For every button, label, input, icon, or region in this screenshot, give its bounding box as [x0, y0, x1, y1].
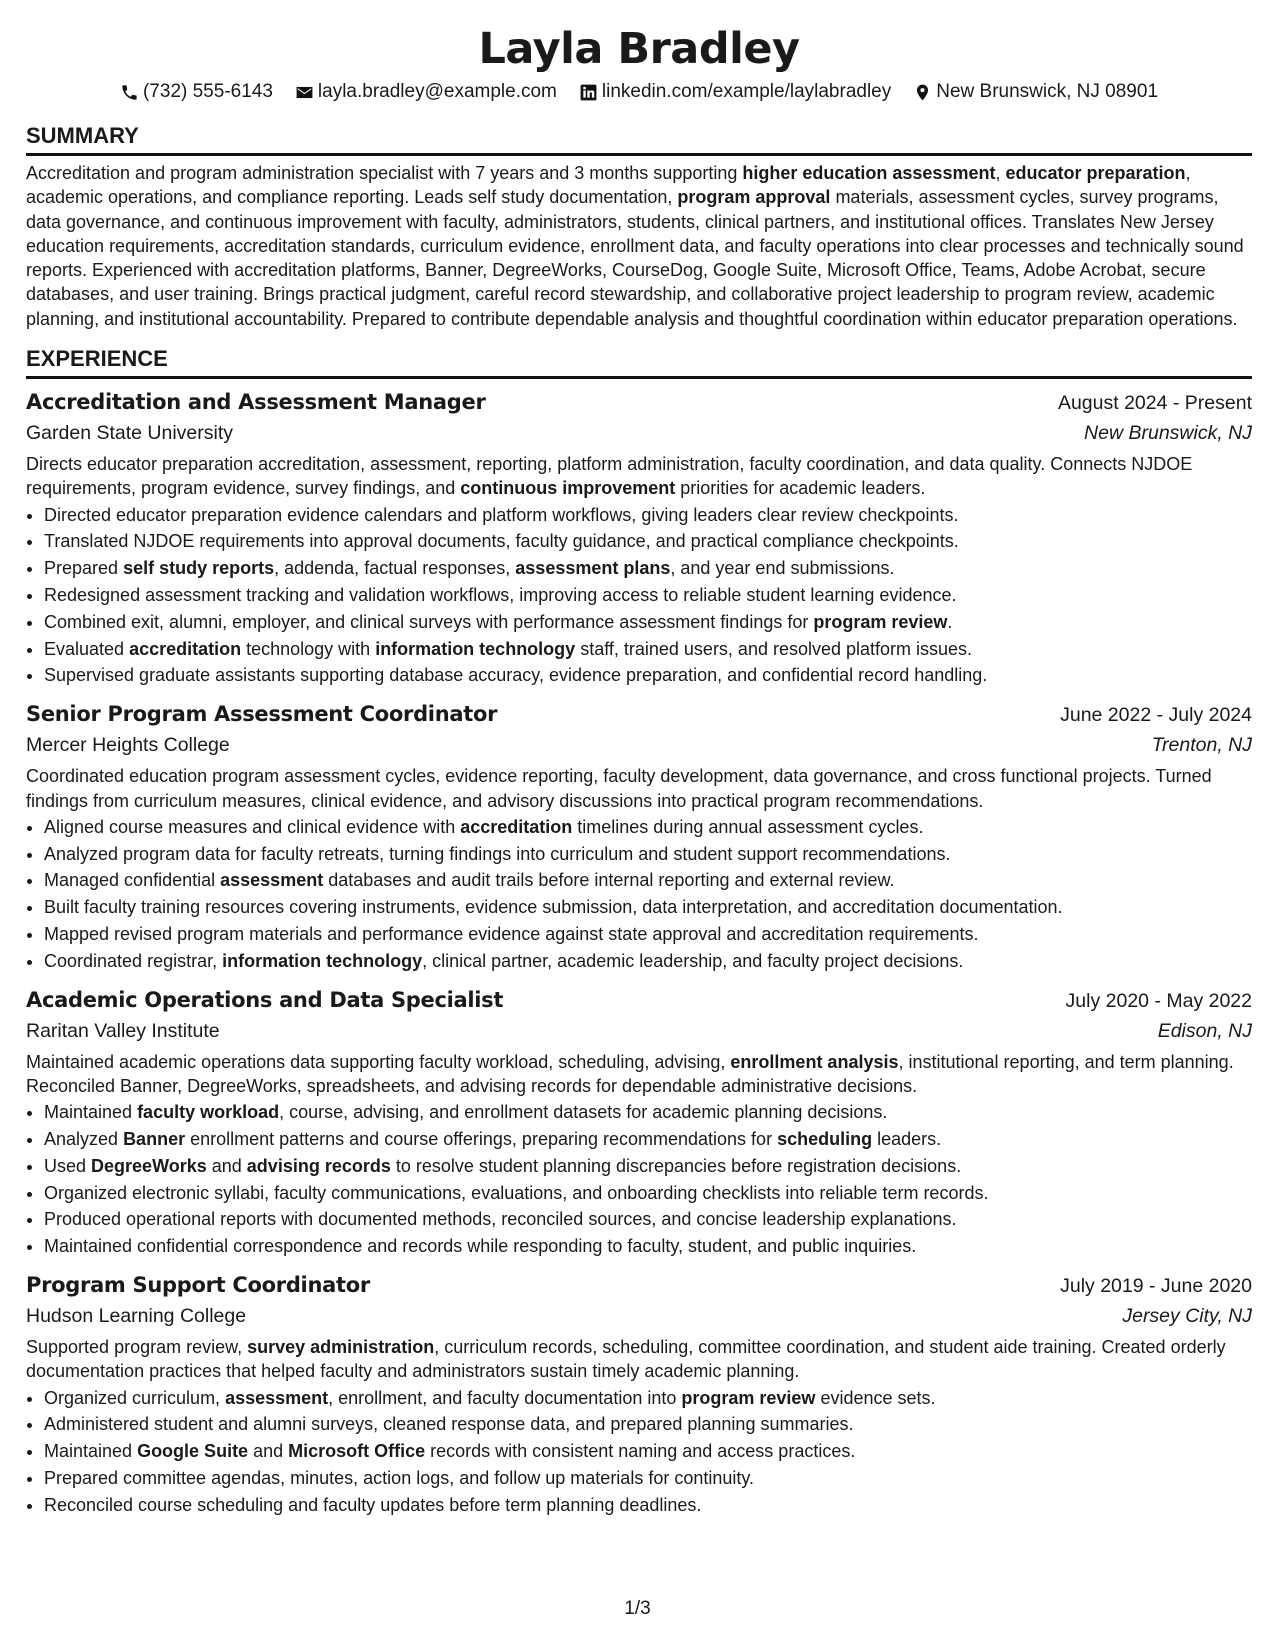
- job-bullets: [26, 502, 1252, 690]
- bullet-item: • Mapped revised program materials and performance evidence against state approval and accreditation requirements.: [44, 921, 1252, 948]
- job-company: Raritan Valley Institute: [26, 1019, 220, 1042]
- bullet-item: • Maintained confidential correspondence and records while responding to faculty, student, and public inquiries.: [44, 1233, 1252, 1260]
- bullet-item: • Maintained Google Suite and Microsoft Office records with consistent naming and access practices.: [44, 1438, 1252, 1465]
- contact-location: [913, 79, 1158, 105]
- bullet-item: • Prepared committee agendas, minutes, action logs, and follow up materials for continuity.: [44, 1465, 1252, 1492]
- summary-text: Accreditation and program administration specialist with 7 years and 3 months supporting higher education assessment, educator preparation, academic operations, and compliance reporting. Leads self study documentation, program approval materials, assessment cycles, survey programs, data governance, and continuous improvement with faculty, administrators, students, clinical partners, and institutional offices. Translates New Jersey education requirements, accreditation standards, curriculum evidence, enrollment data, and faculty operations into clear processes and technically sound reports. Experienced with accreditation platforms, Banner, DegreeWorks, CourseDog, Google Suite, Microsoft Office, Teams, Adobe Acrobat, secure databases, and user training. Brings practical judgment, careful record stewardship, and collaborative project leadership to program review, academic planning, and institutional accountability. Prepared to contribute dependable analysis and thoughtful coordination within educator preparation operations.: [26, 163, 1244, 329]
- job-bullets: [26, 1099, 1252, 1260]
- resume-page: [26, 0, 1252, 1519]
- envelope-icon: [295, 83, 314, 102]
- job-bullets: [26, 814, 1252, 975]
- bullet-item: • Produced operational reports with documented methods, reconciled sources, and concise leadership explanations.: [44, 1206, 1252, 1233]
- bullet-item: • Evaluated accreditation technology with information technology staff, trained users, and resolved platform issues.: [44, 636, 1252, 663]
- job-location: Edison, NJ: [1157, 1019, 1252, 1042]
- bullet-item: • Translated NJDOE requirements into approval documents, faculty guidance, and practical compliance checkpoints.: [44, 528, 1252, 555]
- bullet-item: • Aligned course measures and clinical evidence with accreditation timelines during annual assessment cycles.: [44, 814, 1252, 841]
- job-title: Accreditation and Assessment Manager: [26, 390, 486, 415]
- job-title: Program Support Coordinator: [26, 1273, 370, 1297]
- contact-linkedin: [579, 79, 891, 105]
- bullet-item: • Redesigned assessment tracking and validation workflows, improving access to reliable student learning evidence.: [44, 582, 1252, 609]
- job-dates: July 2020 - May 2022: [1065, 989, 1252, 1012]
- bullet-item: • Administered student and alumni surveys, cleaned response data, and prepared planning summaries.: [44, 1411, 1252, 1438]
- email-link[interactable]: layla.bradley@example.com: [317, 81, 557, 102]
- bullet-item: • Reconciled course scheduling and faculty updates before term planning deadlines.: [44, 1492, 1252, 1519]
- bullet-item: • Coordinated registrar, information technology, clinical partner, academic leadership, and faculty project decisions.: [44, 948, 1252, 975]
- experience-heading: EXPERIENCE: [26, 345, 1252, 379]
- job-location: Trenton, NJ: [1151, 734, 1252, 757]
- phone-text[interactable]: (732) 555-6143: [142, 81, 273, 102]
- bullet-item: • Prepared self study reports, addenda, factual responses, assessment plans, and year end submissions.: [44, 555, 1252, 582]
- job-company: Garden State University: [26, 422, 234, 445]
- bullet-item: • Built faculty training resources covering instruments, evidence submission, data interpretation, and accreditation documentation.: [44, 894, 1252, 921]
- job-bullets: [26, 1385, 1252, 1519]
- job-entry: [26, 1270, 1252, 1519]
- linkedin-link[interactable]: linkedin.com/example/laylabradley: [601, 81, 892, 102]
- location-text: New Brunswick, NJ 08901: [936, 81, 1159, 102]
- bullet-item: • Analyzed program data for faculty retreats, turning findings into curriculum and student support recommendations.: [44, 841, 1252, 868]
- bullet-item: • Organized curriculum, assessment, enrollment, and faculty documentation into program review evidence sets.: [44, 1385, 1252, 1412]
- job-company: Hudson Learning College: [26, 1305, 247, 1327]
- linkedin-icon: [579, 83, 598, 102]
- bullet-item: • Combined exit, alumni, employer, and clinical surveys with performance assessment findings for program review.: [44, 609, 1252, 636]
- bullet-item: • Directed educator preparation evidence calendars and platform workflows, giving leaders clear review checkpoints.: [44, 502, 1252, 529]
- bullet-item: • Used DegreeWorks and advising records to resolve student planning discrepancies before registration decisions.: [44, 1153, 1252, 1180]
- contact-bar: [26, 79, 1252, 105]
- page-number: 1/3: [624, 1598, 651, 1619]
- bullet-item: • Managed confidential assessment databases and audit trails before internal reporting and external review.: [44, 867, 1252, 894]
- bullet-item: • Organized electronic syllabi, faculty communications, evaluations, and onboarding checklists into reliable term records.: [44, 1180, 1252, 1207]
- bullet-item: • Supervised graduate assistants supporting database accuracy, evidence preparation, and confidential record handling.: [44, 662, 1252, 689]
- job-dates: July 2019 - June 2020: [1060, 1275, 1252, 1297]
- bullet-item: • Analyzed Banner enrollment patterns and course offerings, preparing recommendations for scheduling leaders.: [44, 1126, 1252, 1153]
- job-location: New Brunswick, NJ: [1084, 422, 1252, 445]
- job-company: Mercer Heights College: [26, 734, 230, 757]
- job-title: Senior Program Assessment Coordinator: [26, 702, 498, 727]
- bullet-item: • Maintained faculty workload, course, advising, and enrollment datasets for academic planning decisions.: [44, 1099, 1252, 1126]
- job-entry: [26, 985, 1252, 1260]
- candidate-name: Layla Bradley: [478, 24, 800, 74]
- job-description: Maintained academic operations data supporting faculty workload, scheduling, advising, enrollment analysis, institutional reporting, and term planning. Reconciled Banner, DegreeWorks, spreadsheets, and advising records for dependable administrative decisions.: [26, 1051, 1234, 1096]
- contact-phone: [120, 79, 273, 105]
- job-location: Jersey City, NJ: [1122, 1305, 1252, 1327]
- job-description: Supported program review, survey administration, curriculum records, scheduling, committee coordination, and student aide training. Created orderly documentation practices that helped faculty and administrators sustain timely academic planning.: [26, 1337, 1226, 1382]
- contact-email: [295, 79, 557, 105]
- job-title: Academic Operations and Data Specialist: [26, 987, 504, 1012]
- summary-heading: SUMMARY: [26, 122, 1252, 156]
- job-dates: June 2022 - July 2024: [1060, 704, 1252, 727]
- job-entry: [26, 387, 1252, 689]
- phone-icon: [120, 83, 139, 102]
- job-dates: August 2024 - Present: [1057, 392, 1252, 415]
- job-description: Directs educator preparation accreditation, assessment, reporting, platform administration, faculty coordination, and data quality. Connects NJDOE requirements, program evidence, survey findings, and continuous improvement priorities for academic leaders.: [26, 454, 1193, 499]
- job-entry: [26, 699, 1252, 974]
- map-pin-icon: [913, 83, 932, 102]
- job-description: Coordinated education program assessment cycles, evidence reporting, faculty development, data governance, and cross functional projects. Turned findings from curriculum measures, clinical evidence, and advisory discussions into practical program recommendations.: [26, 766, 1212, 811]
